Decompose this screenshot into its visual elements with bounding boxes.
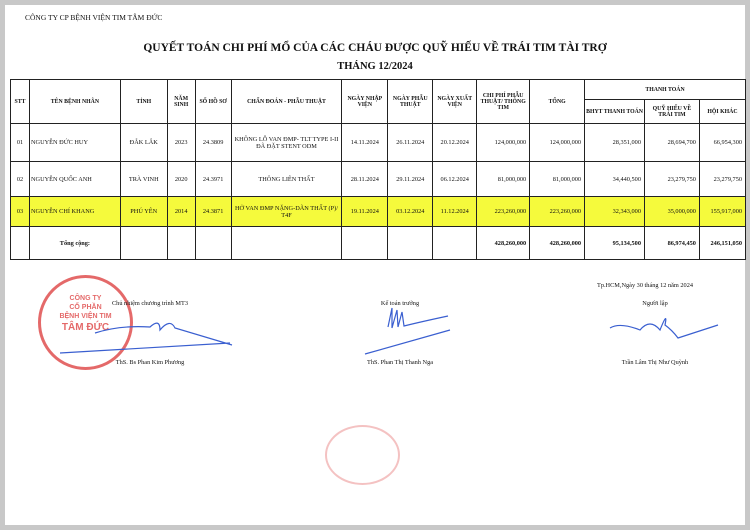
cell-diagnosis: KHÔNG LỖ VAN ĐMP- TLT TYPE I-II ĐÃ ĐẶT STENT ODM <box>231 124 342 162</box>
header-total: TỔNG <box>530 80 585 124</box>
cell-file: 24.3809 <box>195 124 231 162</box>
cell-file: 24.3971 <box>195 162 231 197</box>
cell-admit: 14.11.2024 <box>342 124 388 162</box>
cell-cost: 81,000,000 <box>477 162 530 197</box>
cell-bhyt: 34,440,500 <box>585 162 645 197</box>
cell-discharge: 20.12.2024 <box>433 124 477 162</box>
cell-surgery: 03.12.2024 <box>388 197 433 227</box>
cell-diagnosis: HỞ VAN ĐMP NẶNG-DÃN THẤT (P)/ T4F <box>231 197 342 227</box>
stamp-line: CỔ PHẦN <box>69 304 102 311</box>
cell-cost: 223,260,000 <box>477 197 530 227</box>
cell-name: NGUYỄN QUỐC ANH <box>29 162 120 197</box>
cell-diagnosis: THÔNG LIÊN THẤT <box>231 162 342 197</box>
signer-1-title: Chủ nhiệm chương trình MT3 <box>111 300 188 307</box>
cell-other: 155,917,000 <box>699 197 745 227</box>
header-bhyt: BHYT THANH TOÁN <box>585 100 645 124</box>
total-other: 246,151,050 <box>699 227 745 260</box>
header-payment: THANH TOÁN <box>585 80 746 100</box>
signing-date: Tp.HCM,Ngày 30 tháng 12 năm 2024 <box>596 282 694 289</box>
totals-label: Tổng cộng: <box>29 227 120 260</box>
signer-2-title: Kế toán trưởng <box>380 300 420 307</box>
signer-3-name: Trần Lâm Thị Như Quỳnh <box>621 359 689 366</box>
signer-3-title: Người lập <box>642 300 668 307</box>
header-stt: STT <box>11 80 30 124</box>
header-name: TÊN BỆNH NHÂN <box>29 80 120 124</box>
cell-fund: 23,279,750 <box>644 162 699 197</box>
header-cost: CHI PHÍ PHẪU THUẬT/ THÔNG TIM <box>477 80 530 124</box>
header-discharge: NGÀY XUẤT VIỆN <box>433 80 477 124</box>
cell-total: 124,000,000 <box>530 124 585 162</box>
document-title: QUYẾT TOÁN CHI PHÍ MỔ CỦA CÁC CHÁU ĐƯỢC QUỸ HIẾU VỀ TRÁI TIM TÀI TRỢ <box>143 42 607 54</box>
header-birth: NĂM SINH <box>167 80 195 124</box>
cell-province: PHÚ YÊN <box>120 197 167 227</box>
cell-other: 23,279,750 <box>699 162 745 197</box>
cell-fund: 28,694,700 <box>644 124 699 162</box>
cell-stt: 02 <box>11 162 30 197</box>
cell-birth: 2020 <box>167 162 195 197</box>
cell-total: 223,260,000 <box>530 197 585 227</box>
total-fund: 86,974,450 <box>644 227 699 260</box>
cell-admit: 28.11.2024 <box>342 162 388 197</box>
document-subtitle: THÁNG 12/2024 <box>337 61 413 72</box>
header-surgery: NGÀY PHẪU THUẬT <box>388 80 433 124</box>
cell-province: TRÀ VINH <box>120 162 167 197</box>
stamp-line: TÂM ĐỨC <box>61 322 110 333</box>
cell-discharge: 11.12.2024 <box>433 197 477 227</box>
cell-stt: 03 <box>11 197 30 227</box>
cell-total: 81,000,000 <box>530 162 585 197</box>
company-name: CÔNG TY CP BỆNH VIỆN TIM TÂM ĐỨC <box>25 13 163 22</box>
cell-bhyt: 32,343,000 <box>585 197 645 227</box>
stamp-line: CÔNG TY <box>69 295 102 302</box>
signer-2-name: ThS. Phan Thị Thanh Nga <box>366 359 434 366</box>
cell-birth: 2023 <box>167 124 195 162</box>
cell-discharge: 06.12.2024 <box>433 162 477 197</box>
header-other: HỘI KHÁC <box>699 100 745 124</box>
stamp-line: BỆNH VIỆN TIM <box>59 313 112 320</box>
header-province: TỈNH <box>120 80 167 124</box>
total-total: 428,260,000 <box>530 227 585 260</box>
cell-birth: 2014 <box>167 197 195 227</box>
total-cost: 428,260,000 <box>477 227 530 260</box>
cell-cost: 124,000,000 <box>477 124 530 162</box>
cell-other: 66,954,300 <box>699 124 745 162</box>
cell-fund: 35,000,000 <box>644 197 699 227</box>
cell-bhyt: 28,351,000 <box>585 124 645 162</box>
cell-stt: 01 <box>11 124 30 162</box>
header-diagnosis: CHẨN ĐOÁN - PHẪU THUẬT <box>231 80 342 124</box>
cell-file: 24.3871 <box>195 197 231 227</box>
header-fund: QUỸ HIẾU VỀ TRÁI TIM <box>644 100 699 124</box>
cell-name: NGUYỄN ĐỨC HUY <box>29 124 120 162</box>
total-bhyt: 95,134,500 <box>585 227 645 260</box>
cell-surgery: 26.11.2024 <box>388 124 433 162</box>
cell-name: NGUYỄN CHÍ KHANG <box>29 197 120 227</box>
signer-1-name: ThS. Bs Phan Kim Phương <box>115 359 185 366</box>
header-admit: NGÀY NHẬP VIỆN <box>342 80 388 124</box>
cell-admit: 19.11.2024 <box>342 197 388 227</box>
cell-province: ĐẮK LẮK <box>120 124 167 162</box>
cell-surgery: 29.11.2024 <box>388 162 433 197</box>
header-file: SỐ HỒ SƠ <box>195 80 231 124</box>
